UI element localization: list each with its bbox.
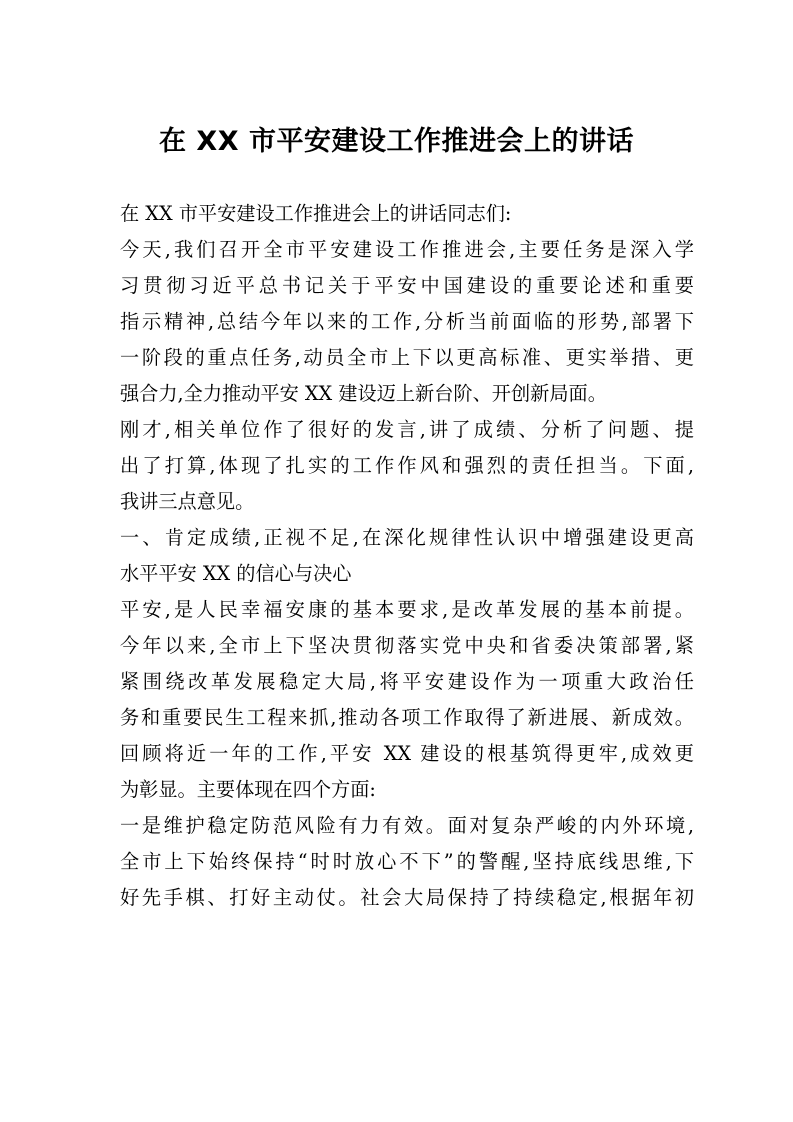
- body-line: 今年以来,全市上下坚决贯彻落实党中央和省委决策部署,紧: [120, 634, 694, 657]
- body-line: 平安,是人民幸福安康的基本要求,是改革发展的基本前提。: [120, 598, 694, 621]
- body-line: 习贯彻习近平总书记关于平安中国建设的重要论述和重要: [120, 274, 694, 297]
- body-line: 出了打算,体现了扎实的工作作风和强烈的责任担当。下面,: [120, 454, 694, 477]
- body-line: 为彰显。主要体现在四个方面:: [120, 778, 376, 801]
- body-line: 一是维护稳定防范风险有力有效。面对复杂严峻的内外环境,: [120, 814, 694, 837]
- body-line: 强合力,全力推动平安 XX 建设迈上新台阶、开创新局面。: [120, 382, 607, 405]
- body-line: 好先手棋、打好主动仗。社会大局保持了持续稳定,根据年初: [120, 886, 694, 909]
- body-line: 我讲三点意见。: [120, 490, 255, 513]
- body-line: 今天,我们召开全市平安建设工作推进会,主要任务是深入学: [120, 238, 694, 261]
- body-line: 刚才,相关单位作了很好的发言,讲了成绩、分析了问题、提: [120, 418, 694, 441]
- body-line: 全市上下始终保持“时时放心不下”的警醒,坚持底线思维,下: [120, 850, 694, 873]
- document-body: [120, 196, 694, 916]
- body-line: 指示精神,总结今年以来的工作,分析当前面临的形势,部署下: [120, 310, 694, 333]
- section-heading-line: 水平平安 XX 的信心与决心: [120, 562, 352, 585]
- body-line: 紧围绕改革发展稳定大局,将平安建设作为一项重大政治任: [120, 670, 694, 693]
- body-line: 务和重要民生工程来抓,推动各项工作取得了新进展、新成效。: [120, 706, 694, 729]
- section-heading-line: 一、肯定成绩,正视不足,在深化规律性认识中增强建设更高: [120, 526, 694, 549]
- body-line: 在 XX 市平安建设工作推进会上的讲话同志们:: [120, 202, 512, 225]
- document-title: 在 XX 市平安建设工作推进会上的讲话: [159, 126, 634, 157]
- body-line: 一阶段的重点任务,动员全市上下以更高标准、更实举措、更: [120, 346, 694, 369]
- body-line: 回顾将近一年的工作,平安 XX 建设的根基筑得更牢,成效更: [120, 742, 694, 765]
